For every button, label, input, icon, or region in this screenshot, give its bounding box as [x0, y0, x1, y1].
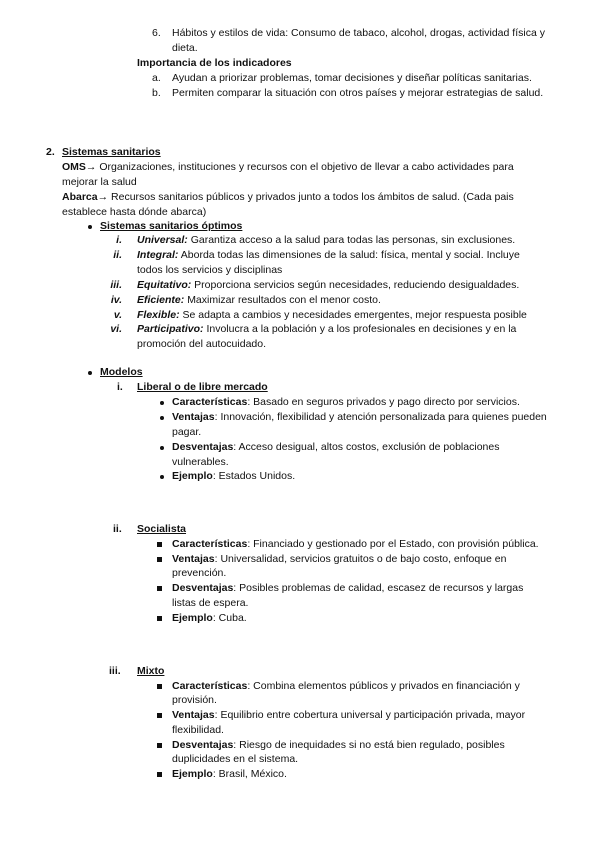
item-label: Ejemplo — [172, 612, 213, 624]
model-title: Mixto — [137, 665, 165, 677]
bullet-square-icon — [157, 586, 162, 591]
item-text: flexibilidad. — [172, 724, 224, 736]
item-text: : Universalidad, servicios gratuitos o de bajo costo, enfoque en — [214, 553, 507, 565]
list-item — [137, 308, 527, 323]
item-text: Involucra a la población y a los profesionales en decisiones y en la — [206, 323, 517, 335]
oms-text: → Organizaciones, instituciones y recursos con el objetivo de llevar a cabo actividades para — [85, 161, 514, 173]
subheading: Importancia de los indicadores — [137, 57, 292, 69]
item-label: Características — [172, 680, 248, 692]
list-item — [172, 738, 505, 753]
item-text: : Equilibrio entre cobertura universal y participación privada, mayor — [214, 709, 526, 721]
subheading: Sistemas sanitarios óptimos — [100, 220, 243, 232]
roman-numeral: i. — [116, 234, 122, 246]
item-label: Desventajas — [172, 441, 234, 453]
item-term: Integral: — [137, 249, 179, 261]
list-item-text: Permiten comparar la situación con otros países y mejorar estrategias de salud. — [172, 87, 544, 99]
definition-line — [62, 190, 514, 205]
item-text: : Acceso desigual, altos costos, exclusión de poblaciones — [233, 441, 500, 453]
list-item — [137, 322, 516, 337]
item-text: : Riesgo de inequidades si no está bien regulado, posibles — [233, 739, 505, 751]
item-text: : Innovación, flexibilidad y atención personalizada para quienes pueden — [214, 411, 547, 423]
roman-numeral: vi. — [110, 323, 122, 335]
item-text: listas de espera. — [172, 597, 249, 609]
abarca-text: → Recursos sanitarios públicos y privados junto a todos los ámbitos de salud. (Cada pais — [97, 191, 514, 203]
item-label: Características — [172, 538, 248, 550]
list-item — [172, 552, 506, 567]
item-text: promoción del autocuidado. — [137, 338, 267, 350]
item-text: todos los servicios y disciplinas — [137, 264, 283, 276]
list-item — [137, 233, 515, 248]
model-title: Socialista — [137, 523, 187, 535]
item-text: : Cuba. — [212, 612, 247, 624]
item-term: Eficiente: — [137, 294, 185, 306]
list-item — [137, 278, 519, 293]
definition-line: mejorar la salud — [62, 176, 137, 188]
subheading: Modelos — [100, 366, 143, 378]
item-text: : Financiado y gestionado por el Estado, con provisión pública. — [247, 538, 539, 550]
definition-line — [62, 160, 514, 175]
bullet-square-icon — [157, 557, 162, 562]
bullet-square-icon — [157, 684, 162, 689]
item-label: Características — [172, 396, 248, 408]
item-text: Aborda todas las dimensiones de la salud: física, mental y social. Incluye — [180, 249, 520, 261]
roman-numeral: ii. — [113, 249, 122, 261]
list-letter: a. — [152, 72, 161, 84]
item-term: Universal: — [137, 234, 188, 246]
item-text: : Basado en seguros privados y pago directo por servicios. — [247, 396, 520, 408]
item-text: : Estados Unidos. — [212, 470, 296, 482]
item-term: Flexible: — [137, 309, 180, 321]
item-label: Ventajas — [172, 411, 215, 423]
item-term: Participativo: — [137, 323, 204, 335]
bullet-square-icon — [157, 772, 162, 777]
item-text: pagar. — [172, 426, 202, 438]
list-item-text: Hábitos y estilos de vida: Consumo de tabaco, alcohol, drogas, actividad física y — [172, 27, 545, 39]
list-item — [172, 537, 539, 552]
item-label: Ejemplo — [172, 470, 213, 482]
item-text: Garantiza acceso a la salud para todas las personas, sin exclusiones. — [190, 234, 516, 246]
bullet-square-icon — [157, 743, 162, 748]
list-item — [172, 469, 295, 484]
oms-label: OMS — [62, 161, 86, 173]
bullet-square-icon — [157, 616, 162, 621]
bullet-dot-icon — [88, 225, 92, 229]
list-item — [137, 248, 520, 263]
item-text: : Posibles problemas de calidad, escasez de recursos y largas — [233, 582, 524, 594]
model-title: Liberal o de libre mercado — [137, 381, 268, 393]
definition-line: establece hasta dónde abarca) — [62, 206, 207, 218]
list-item — [172, 581, 523, 596]
item-label: Ejemplo — [172, 768, 213, 780]
list-item — [172, 679, 520, 694]
item-text: vulnerables. — [172, 456, 229, 468]
bullet-dot-icon — [160, 475, 164, 479]
list-item — [172, 440, 499, 455]
list-item — [172, 767, 287, 782]
item-label: Desventajas — [172, 582, 234, 594]
item-text: Maximizar resultados con el menor costo. — [187, 294, 381, 306]
list-item — [172, 708, 525, 723]
item-text: Proporciona servicios según necesidades, reduciendo desigualdades. — [194, 279, 520, 291]
abarca-label: Abarca — [62, 191, 98, 203]
item-text: provisión. — [172, 694, 217, 706]
roman-numeral: iii. — [110, 279, 122, 291]
item-text: : Brasil, México. — [212, 768, 287, 780]
bullet-square-icon — [157, 542, 162, 547]
roman-numeral: ii. — [113, 523, 122, 535]
item-label: Ventajas — [172, 553, 215, 565]
roman-numeral: v. — [113, 309, 122, 321]
section-number: 2. — [46, 146, 55, 158]
roman-numeral: i. — [117, 381, 123, 393]
list-item-text: Ayudan a priorizar problemas, tomar decisiones y diseñar políticas sanitarias. — [172, 72, 532, 84]
roman-numeral: iii. — [109, 665, 121, 677]
list-item-text: dieta. — [172, 42, 198, 54]
bullet-dot-icon — [160, 401, 164, 405]
item-text: : Combina elementos públicos y privados en financiación y — [247, 680, 520, 692]
bullet-square-icon — [157, 713, 162, 718]
bullet-dot-icon — [160, 416, 164, 420]
item-term: Equitativo: — [137, 279, 192, 291]
list-item — [172, 410, 547, 425]
item-text: Se adapta a cambios y necesidades emergentes, mejor respuesta posible — [182, 309, 527, 321]
list-item — [172, 395, 520, 410]
list-number: 6. — [152, 27, 161, 39]
roman-numeral: iv. — [110, 294, 122, 306]
item-text: duplicidades en el sistema. — [172, 753, 299, 765]
item-text: prevención. — [172, 567, 227, 579]
list-letter: b. — [152, 87, 161, 99]
bullet-dot-icon — [160, 446, 164, 450]
list-item — [137, 293, 381, 308]
list-item — [172, 611, 247, 626]
bullet-dot-icon — [88, 371, 92, 375]
item-label: Ventajas — [172, 709, 215, 721]
item-label: Desventajas — [172, 739, 234, 751]
section-title: Sistemas sanitarios — [62, 146, 161, 158]
